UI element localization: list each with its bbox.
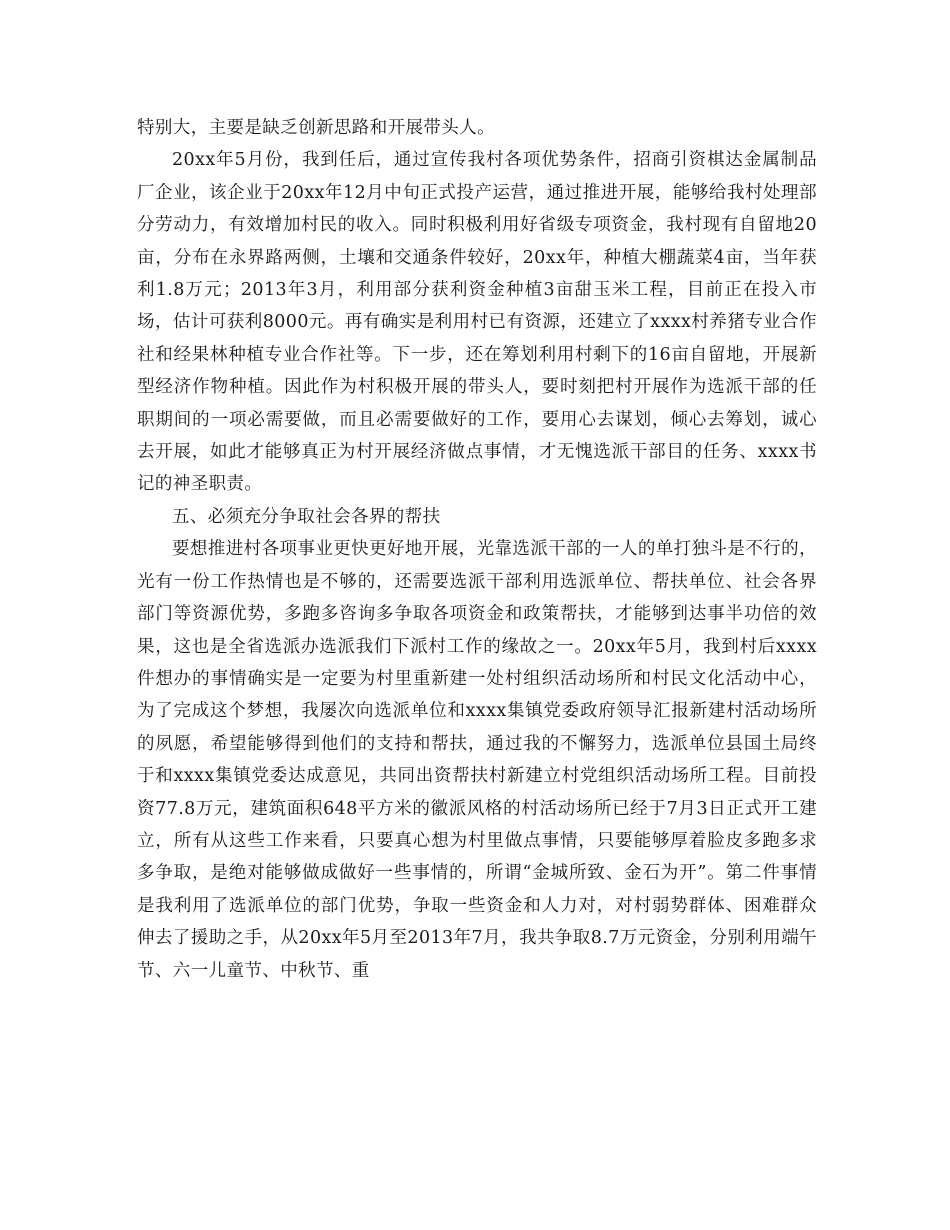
document-body (137, 112, 817, 987)
paragraph-continuation: 特别大，主要是缺乏创新思路和开展带头人。 (137, 118, 495, 138)
paragraph-investment: 20xx年5月份，我到任后，通过宣传我村各项优势条件，招商引资棋达金属制品厂企业，该企业于20xx年12月中旬正式投产运营，通过推进开展，能够给我村处理部分劳动力，有效增加村民的收入。同时积极利用好省级专项资金，我村现有自留地20亩，分布在永界路两侧，土壤和交通条件较好，20xx年，种植大棚蔬菜4亩，当年获利1.8万元；2013年3月，利用部分获利资金种植3亩甜玉米工程，目前正在投入市场，估计可获利8000元。再有确实是利用村已有资源，还建立了xxxx村养猪专业合作社和经果林种植专业合作社等。下一步，还在筹划利用村剩下的16亩自留地，开展新型经济作物种植。因此作为村积极开展的带头人，要时刻把村开展作为选派干部的任职期间的一项必需要做，而且必需要做好的工作，要用心去谋划，倾心去筹划，诚心去开展，如此才能够真正为村开展经济做点事情，才无愧选派干部目的任务、xxxx书记的神圣职责。 (137, 150, 817, 495)
section-heading-five: 五、必须充分争取社会各界的帮扶 (172, 506, 441, 527)
paragraph-assistance: 要想推进村各项事业更快更好地开展，光靠选派干部的一人的单打独斗是不行的，光有一份工作热情也是不够的，还需要选派干部利用选派单位、帮扶单位、社会各界部门等资源优势，多跑多咨询多争取各项资金和政策帮扶，才能够到达事半功倍的效果，这也是全省选派办选派我们下派村工作的缘故之一。20xx年5月，我到村后xxxx件想办的事情确实是一定要为村里重新建一处村组织活动场所和村民文化活动中心，为了完成这个梦想，我屡次向选派单位和xxxx集镇党委政府领导汇报新建村活动场所的夙愿，希望能够得到他们的支持和帮扶，通过我的不懈努力，选派单位县国土局终于和xxxx集镇党委达成意见，共同出资帮扶村新建立村党组织活动场所工程。目前投资77.8万元，建筑面积648平方米的徽派风格的村活动场所已经于7月3日正式开工建立，所有从这些工作来看，只要真心想为村里做点事情，只要能够厚着脸皮多跑多求多争取，是绝对能够做成做好一些事情的，所谓“金城所致、金石为开”。第二件事情是我利用了选派单位的部门优势，争取一些资金和人力对，对村弱势群体、困难群众伸去了援助之手，从20xx年5月至2013年7月，我共争取8.7万元资金，分别利用端午节、六一儿童节、中秋节、重 (137, 539, 817, 981)
